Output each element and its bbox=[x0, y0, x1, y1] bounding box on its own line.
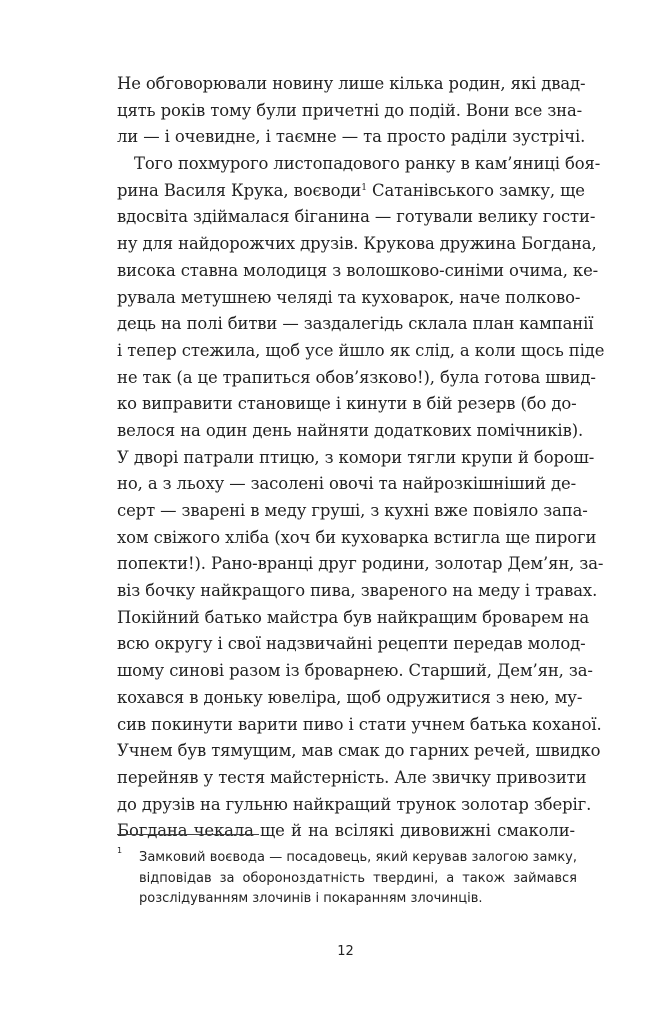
footnote-marker: 1 bbox=[117, 846, 123, 855]
text-line: ну для найдорожчих друзів. Крукова дружина Богдана, bbox=[117, 234, 597, 254]
text-line: Богдана чекала ще й на всілякі дивовижні смаколи- bbox=[117, 821, 575, 841]
text-line: Учнем був тямущим, мав смак до гарних речей, швидко bbox=[117, 741, 601, 761]
text-line: ко виправити становище і кинути в бій резерв (бо до- bbox=[117, 394, 577, 414]
text-line: вдосвіта здіймалася біганина — готували велику гости- bbox=[117, 207, 596, 227]
text-line: Покійний батько майстра був найкращим броварем на bbox=[117, 607, 590, 627]
text-line: висока ставна молодиця з волошково-синіми очима, ке- bbox=[117, 260, 599, 280]
text-line: У дворі патрали птицю, з комори тягли крупи й борош- bbox=[117, 447, 595, 467]
text-line: і тепер стежила, щоб усе йшло як слід, а коли щось піде bbox=[117, 340, 605, 360]
text-line: всю округу і свої надзвичайні рецепти передав молод- bbox=[117, 634, 586, 654]
text-line: до друзів на гульню найкращий трунок золотар зберіг. bbox=[117, 794, 592, 814]
text-segment: рина Василя Крука, воєводи bbox=[117, 180, 362, 200]
text-line: рувала метушнею челяді та куховарок, наче полково- bbox=[117, 287, 581, 307]
footnote-line: Замковий воєвода — посадовець, який керував залогою замку, bbox=[139, 850, 577, 865]
text-line: не так (а це трапиться обов’язково!), була готова швид- bbox=[117, 367, 596, 387]
text-line: шому синові разом із броварнею. Старший, Дем’ян, за- bbox=[117, 661, 593, 681]
text-line: Не обговорювали новину лише кілька родин, які двад- bbox=[117, 74, 586, 93]
footnote-divider bbox=[117, 834, 259, 835]
text-line bbox=[117, 178, 585, 205]
text-line: віз бочку найкращого пива, звареного на меду і травах. bbox=[117, 581, 598, 601]
text-line: дець на полі битви — заздалегідь склала план кампанії bbox=[117, 314, 594, 334]
text-line: велося на один день найняти додаткових помічників). bbox=[117, 420, 584, 440]
text-line: попекти!). Рано-вранці друг родини, золотар Дем’ян, за- bbox=[117, 554, 604, 574]
footnote-line: розслідуванням злочинів і покаранням злочинців. bbox=[139, 891, 483, 906]
text-line: сив покинути варити пиво і стати учнем батька коханої. bbox=[117, 714, 602, 734]
text-line: перейняв у тестя майстерність. Але звичку привозити bbox=[117, 767, 587, 787]
text-segment: Сатанівського замку, ще bbox=[366, 180, 585, 200]
footnote-line: відповідав за обороноздатність твердині, а також займався bbox=[139, 870, 577, 886]
text-line: ли — і очевидне, і таємне — та просто раділи зустрічі. bbox=[117, 127, 586, 147]
text-line: кохався в доньку ювеліра, щоб одружитися з нею, му- bbox=[117, 687, 583, 707]
text-line: серт — зварені в меду груші, з кухні вже повіяло запа- bbox=[117, 501, 588, 520]
page-number: 12 bbox=[337, 944, 354, 959]
text-line: хом свіжого хліба (хоч би куховарка встигла ще пироги bbox=[117, 527, 597, 547]
text-line: но, а з льоху — засолені овочі та найрозкішніший де- bbox=[117, 474, 577, 494]
body-text bbox=[117, 71, 605, 845]
footnote bbox=[117, 848, 577, 910]
text-line: цять років тому були причетні до подій. Вони все зна- bbox=[117, 100, 583, 120]
text-line: Того похмурого листопадового ранку в кам’яниці боя- bbox=[134, 154, 601, 174]
footnote-reference: 1 bbox=[361, 182, 367, 193]
